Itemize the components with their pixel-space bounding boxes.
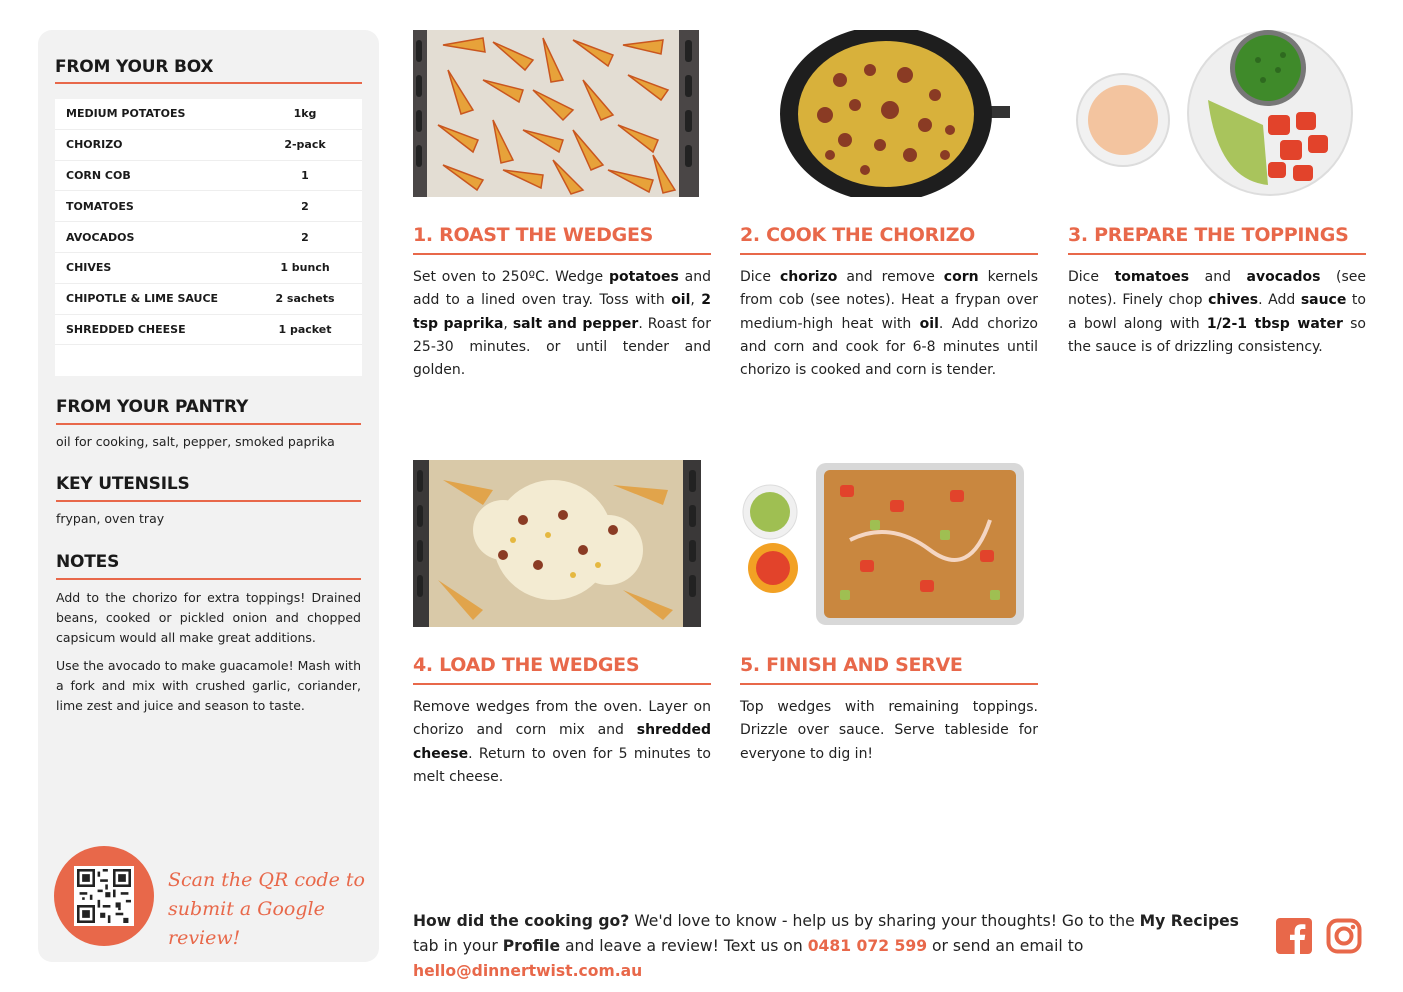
ingredient-qty: 2 xyxy=(301,230,309,244)
divider xyxy=(740,683,1038,685)
step-text-bold: corn xyxy=(943,269,979,285)
step-text-run: . Add chorizo and corn and cook for 6-8 minutes until chorizo is cooked and corn is tender. xyxy=(740,315,1038,379)
ingredient-row xyxy=(55,130,362,161)
ingredient-name: MEDIUM POTATOES xyxy=(66,107,186,121)
qr-badge[interactable] xyxy=(54,846,154,946)
step-3-photo xyxy=(1068,30,1366,197)
step-text-bold: shredded cheese xyxy=(413,722,711,762)
step-text-run: Top wedges with remaining toppings. Drizzle over sauce. Serve tableside for everyone to dig in! xyxy=(740,699,1038,762)
step-text-bold: chorizo xyxy=(779,269,838,285)
ingredient-name: CORN COB xyxy=(66,168,131,182)
utensils-text: frypan, oven tray xyxy=(56,511,165,526)
divider xyxy=(740,253,1038,255)
step-3-text xyxy=(1068,266,1366,359)
step-text-run: , xyxy=(503,315,513,332)
ingredient-qty: 1kg xyxy=(293,107,317,121)
pantry-section xyxy=(56,397,361,452)
facebook-icon[interactable] xyxy=(1276,918,1312,954)
ingredient-row xyxy=(55,284,362,315)
step-text-run: and add to a lined oven tray. Toss with xyxy=(413,269,711,309)
ingredient-row xyxy=(55,222,362,253)
divider xyxy=(55,82,362,84)
ingredient-name: AVOCADOS xyxy=(66,230,135,244)
utensils-section xyxy=(56,474,361,529)
email-link[interactable]: hello@dinnertwist.com.au xyxy=(413,962,643,980)
step-1-title: 1. ROAST THE WEDGES xyxy=(413,224,654,246)
step-text-run: Remove wedges from the oven. Layer on chorizo and corn mix and xyxy=(413,699,711,739)
step-text-bold: chives xyxy=(1208,292,1259,309)
ingredient-qty: 1 xyxy=(301,168,309,182)
step-text-bold: 1/2-1 tbsp water xyxy=(1206,315,1343,332)
step-3-title: 3. PREPARE THE TOPPINGS xyxy=(1068,224,1349,246)
ingredient-qty: 2 xyxy=(301,199,309,213)
step-1-text xyxy=(413,266,711,382)
step-text-bold: sauce xyxy=(1300,292,1347,309)
qr-caption xyxy=(168,866,368,953)
divider xyxy=(56,578,361,580)
step-2-photo xyxy=(740,30,1038,197)
step-text-run: Set oven to 250ºC. Wedge xyxy=(413,269,609,285)
footer-bold: Profile xyxy=(502,937,561,955)
footer-bold: My Recipes xyxy=(1139,912,1239,930)
step-2-text xyxy=(740,266,1038,382)
step-text-run: to a bowl along with xyxy=(1068,292,1366,332)
ingredient-qty: 1 bunch xyxy=(280,261,330,275)
step-text-bold: tomatoes xyxy=(1114,269,1190,285)
divider xyxy=(56,500,361,502)
phone-link[interactable]: 0481 072 599 xyxy=(807,937,928,955)
step-5-photo xyxy=(740,460,1038,627)
step-5-title: 5. FINISH AND SERVE xyxy=(740,654,963,676)
ingredient-row xyxy=(55,315,362,346)
ingredient-row xyxy=(55,99,362,130)
footer-text: We'd love to know - help us by sharing your thoughts! Go to the xyxy=(629,912,1140,930)
step-text-bold: oil xyxy=(671,292,691,309)
sidebar xyxy=(38,30,379,962)
utensils-title: KEY UTENSILS xyxy=(56,474,190,494)
divider xyxy=(413,683,711,685)
notes-title: NOTES xyxy=(56,552,120,572)
ingredient-name: CHORIZO xyxy=(66,138,123,152)
step-text-run: Dice xyxy=(1068,269,1115,285)
footer-text: or send an email to xyxy=(927,937,1084,955)
qr-code-icon[interactable] xyxy=(74,866,134,926)
step-text-bold: potatoes xyxy=(608,269,679,285)
pantry-title: FROM YOUR PANTRY xyxy=(56,397,249,417)
note-paragraph: Add to the chorizo for extra toppings! Drained beans, cooked or pickled onion and chopped capsicum would all make great additions. xyxy=(56,590,361,645)
step-text-bold: oil xyxy=(919,315,939,332)
ingredient-row xyxy=(55,161,362,192)
step-text-run: and remove xyxy=(837,269,944,285)
ingredient-qty: 1 packet xyxy=(278,322,332,336)
pantry-text: oil for cooking, salt, pepper, smoked paprika xyxy=(56,434,335,449)
step-5-text xyxy=(740,696,1038,766)
ingredient-qty: 2 sachets xyxy=(275,292,335,306)
divider xyxy=(1068,253,1366,255)
ingredient-row xyxy=(55,253,362,284)
footer-text: and leave a review! Text us on xyxy=(560,937,808,955)
ingredient-name: TOMATOES xyxy=(66,199,134,213)
footer-bold: How did the cooking go? xyxy=(413,912,630,930)
step-text-run: so the sauce is of drizzling consistency. xyxy=(1068,315,1366,355)
step-2-title: 2. COOK THE CHORIZO xyxy=(740,224,976,246)
ingredient-name: SHREDDED CHEESE xyxy=(66,322,186,336)
instagram-icon[interactable] xyxy=(1326,918,1362,954)
step-text-run: (see notes). Finely chop xyxy=(1068,269,1367,309)
ingredient-qty: 2-pack xyxy=(284,138,326,152)
ingredients-table xyxy=(55,99,362,376)
step-text-run: . Return to oven for 5 minutes to melt cheese. xyxy=(413,745,711,785)
step-4-photo xyxy=(413,460,701,627)
notes-section xyxy=(56,552,361,716)
divider xyxy=(56,423,361,425)
feedback-footer xyxy=(413,909,1263,984)
step-text-run: . Add xyxy=(1258,292,1301,309)
from-your-box-title: FROM YOUR BOX xyxy=(55,57,214,77)
ingredient-name: CHIPOTLE & LIME SAUCE xyxy=(66,292,219,306)
ingredient-row xyxy=(55,191,362,222)
step-text-bold: salt and pepper xyxy=(512,315,639,332)
step-text-run: kernels from cob (see notes). Heat a frypan over medium-high heat with xyxy=(740,269,1038,332)
divider xyxy=(413,253,711,255)
qr-caption-line: submit a Google review! xyxy=(168,898,325,949)
note-paragraph: Use the avocado to make guacamole! Mash with a fork and mix with crushed garlic, coriander, lime zest and juice and season to taste. xyxy=(56,658,361,713)
step-1-photo xyxy=(413,30,699,197)
step-text-run: . Roast for 25-30 minutes. or until tender and golden. xyxy=(413,315,711,379)
footer-text: tab in your xyxy=(413,937,503,955)
step-text-run: , xyxy=(690,292,702,309)
step-4-title: 4. LOAD THE WEDGES xyxy=(413,654,640,676)
step-text-run: and xyxy=(1189,269,1247,285)
qr-caption-line: Scan the QR code to xyxy=(168,869,365,891)
step-text-run: Dice xyxy=(740,269,780,285)
ingredient-name: CHIVES xyxy=(66,261,112,275)
step-4-text xyxy=(413,696,711,789)
step-text-bold: avocados xyxy=(1246,269,1321,285)
step-text-bold: 2 tsp paprika xyxy=(413,292,711,332)
